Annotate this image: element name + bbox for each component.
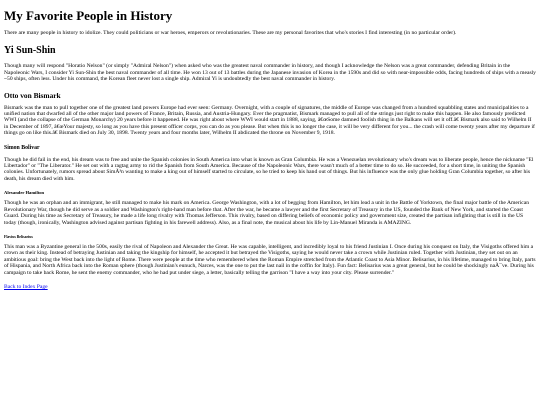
paragraph-flavius-belisarius: This man was a Byzantine general in the 500s, easily the rival of Napoleon and Alexander the Great. He was capable, intelligent, and incredibly loyal to his friend Justinian I. Once during his conquest on Italy, the Visigoths offered him a crown as their king. Instead of betraying Justinian and taking the kingship for himself, he accepted it but betrayed the Visigoths, saying he would never take a crown while Justinian ruled. Together with Justinian, they set out on an ambitious goal: bring the West back into the light of Rome. There were people at the time who remembered when the Roman Empire stretched from the Atlantic Coast to Asia Minor. Belisarius, in his lifetime, managed to bring Italy, parts of Hispania, and North Africa back into the Roman sphere (though Justinian's eunuch, Narces, was the one to put the last nail in the coffin for Italy). Fun fact: Belisarius was a great general, but he could be shockingly naÃ¯ve. During his campaign to take back Rome, he sent the enemy commander, who he had put under siege, a letter, basically telling the garrison "I have a way into your city. Please surrender.": [4, 243, 536, 276]
paragraph-yi-sun-shin: Though many will respond "Horatio Nelson" (or simply "Admiral Nelson") when asked who was the greatest naval commander in history, and though I acknowledge the Nelson was a great commander, defending Britain in the Napoleonic Wars, I consider Yi Sun-Shin the best naval commander of all time. He won 13 out of 13 battles during the Japanese invasion of Korea in the 1590s and did so with near-impossible odds, facing hundreds of ships with a measly ~50 ships, often less. Under his command, the Korean fleet never lost a single ship. Admiral Yi is undoubtedly the best naval commander in history.: [4, 63, 536, 83]
heading-flavius-belisarius: Flavius Belisarius: [4, 234, 33, 239]
page-title: My Favorite People in History: [4, 8, 173, 23]
heading-yi-sun-shin: Yi Sun-Shin: [4, 45, 56, 57]
heading-alexander-hamilton: Alexander Hamilton: [4, 190, 45, 196]
paragraph-simon-bolivar: Though he did fail in the end, his dream was to free and unite the Spanish colonies in South America into what is known as Gran Columbia. He was a Venezuelan revolutionary who's dream was to liberate people, hence the nickname "El Libertador" or "The Liberator." He set out with a ragtag army to rid the Spanish from South America. Because of the Napoleonic Wars, there wasn't much of a better time to do so. He succeeded, for a short time, in uniting the Spanish colonies. Unfortunately, rumors spread about SimÃ³n wanting to make a king out of himself started to circulate, so he tried to keep his hand out of things. But his influence was the only glue holding Gran Columbia together, so after his death, his dream died with him.: [4, 156, 534, 182]
intro-paragraph: There are many people in history to idolize. They could politicians or war heroes, emperors or revolutionaries. These are my personal favorites that who's stories I find interesting (in no particular order).: [4, 30, 457, 36]
back-to-index-link[interactable]: Back to Index Page: [4, 283, 48, 290]
heading-otto-von-bismark: Otto von Bismark: [4, 90, 61, 100]
paragraph-otto-von-bismark: Bismark was the man to pull together one of the greatest land powers Europe had ever seen: Germany. Overnight, with a couple of signatures, the middle of Europe was changed from a hundred squabbling states and municipalities to a unified nation that dwarfed all of the other major land powers of France, Britain, Russia, and Austria-Hungary. Ever the pragmatist, Bismark managed to pull all of the strings just right to make this happen. He also famously predicted WWI (and the collapse of the German Monarchy) 20 years before it happened. He was right about where WWI would start in 1888, saying, â€œSome damned foolish thing in the Balkans will set it off.â€ Bismark also said to Wilhelm II in December of 1897, â€œYour majesty, so long as you have this present officer corps, you can do as you please. But when this is no longer the case, it will be very different for you... the crash will come twenty years after my departure if things go on like this.â€ Bismark died on July 30, 1898. Twenty years and four months later, Wilhelm II abdicated the throne on November 9, 1918.: [4, 104, 535, 137]
paragraph-alexander-hamilton: Though he was an orphan and an immigrant, he still managed to make his mark on America. George Washington, with a lot of begging from Hamilton, let him lead a unit in the Battle of Yorktown, the final major battle of the American Revolutionary War, though he did serve as a soldier and Washington's right-hand man before that. After the war, he became a lawyer and the first Secretary of Treasury in the US, founded the Bank of New York, and started the Coast Guard. During his time as Secretary of Treasury, he made a life long rivalry with Thomas Jefferson. This rivalry, based on differing beliefs of economic policy and government size, created the partisan infighting that is still in the US today (though, ironically, Washington advised against partisan fighting in his farewell address). Also, as a final note, the musical about his life by Lin-Manuel Miranda is AMAZING.: [4, 200, 530, 226]
heading-simon-bolivar: Simon Bolivar: [4, 144, 40, 151]
